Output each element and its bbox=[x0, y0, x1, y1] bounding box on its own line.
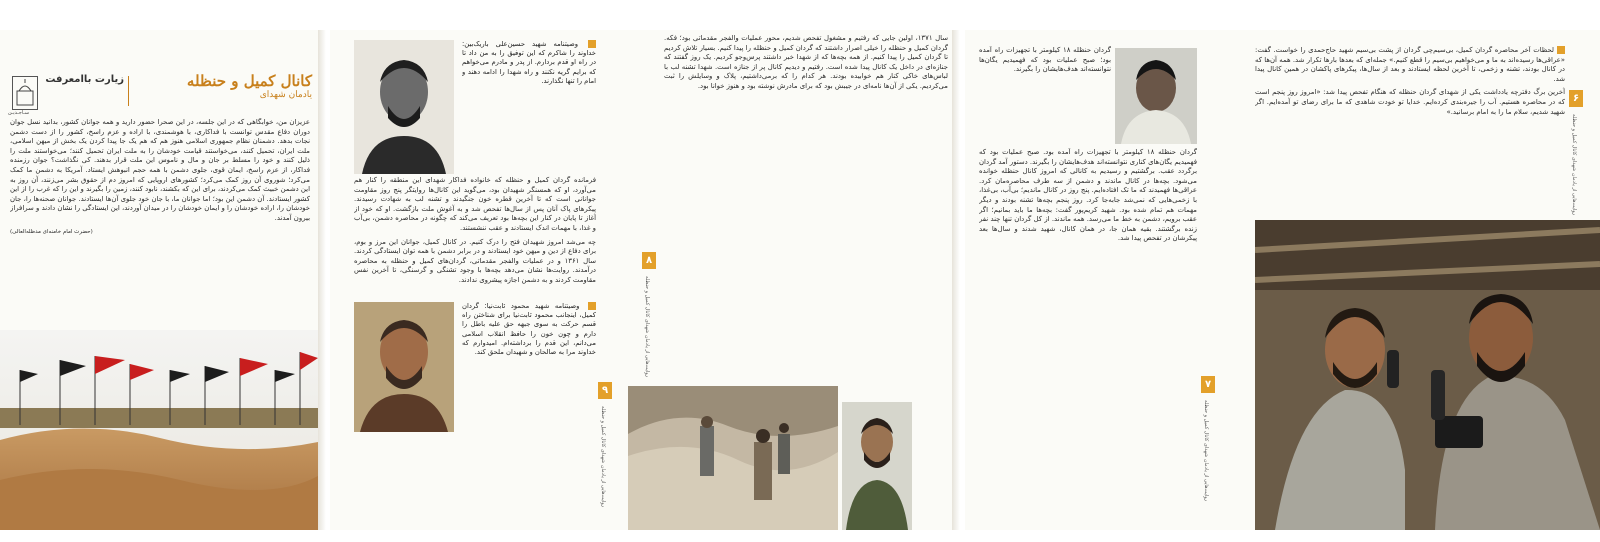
right-mid-body-top: گردان حنظله ۱۸ کیلومتر با تجهیزات راه آمده بود؛ صبح عملیات بود که فهمیدیم یگان‌ها نتوانسته‌اند هدف‌هایشان را بگیرند. bbox=[979, 46, 1111, 74]
middle-page bbox=[330, 30, 952, 530]
page-number-9: ۹ bbox=[598, 382, 612, 399]
page-fold-mid bbox=[952, 30, 960, 530]
paragraph-marker-icon bbox=[1557, 46, 1565, 54]
title-divider bbox=[128, 76, 129, 106]
quote-body: عزیزان من، خوابگاهی که در این جلسه، در این صحرا حضور دارید و همه جوانان کشور، بدانید نسل جوان دوران دفاع مقدس توانست با فداکاری، با هوشمندی، با اراده و عزم راسخ، کشور را از دست دشمن نجات بدهد. دشمنان نظام جمهوری اسلامی هنوز هم که هم یک جا پیدا کردن یک بخش از میهن اسلامی، ملت ایران، تحمیل کنند، می‌خواستند قیامت خودشان را به ملت ایران تحمیل کنند؛ می‌خواستند ملت را ذلیل کنند و خود را مسلط بر جان و مال و ناموس این ملت قرار بدهند. کی نگذاشت؟ جوان رزمنده فداکار، از عزم راسخ، ایمان قوی، جلوی دشمن با همه حجم انبوهش ایستاد. آمریکا به دشمن ما کمک می‌کرد؛ شوروی آن روز کمک می‌کرد؛ کشورهای اروپایی که امروز دم از حقوق بشر می‌زنند، آن روز به این دشمن خبیث کمک می‌کردند، برای این که بکشند، نابود کنند، زمین را بگیرند و این را که غرب را از این کشور ایستادند. آن دشمن این بود؛ اما جوانان ما، با جان خود جلوی آن‌ها ایستادند. جوانان صحنه‌ها را، جان خودشان را، اراده خودشان را و ایمان خودشان را در میدان آوردند، این ایستادگی را نشان دادند و سرافراز بیرون آمدند. bbox=[10, 118, 310, 222]
portrait-uniform bbox=[842, 402, 912, 530]
logo-emblem bbox=[12, 76, 38, 110]
running-header-8: روایت‌هایی از یادمان شهدای کانال کمیل و حنظله bbox=[644, 276, 650, 378]
running-header-9: روایت‌هایی از یادمان شهدای کانال کمیل و حنظله bbox=[600, 406, 606, 508]
photo-excavation bbox=[628, 386, 838, 530]
page-number-6: ۶ bbox=[1569, 90, 1583, 107]
caption-will-sabetnia: وصیتنامه شهید محمود ثابت‌نیا: گردان کمیل، اینجانب محمود ثابت‌نیا برای شناختن راه قسم حرکت به سوی جبهه حق علیه باطل را دارم و چون خون را حافظ انقلاب اسلامی می‌دانم، این قدم را برداشته‌ام. امیدوارم که خداوند مرا به صالحان و شهیدان ملحق کند. bbox=[462, 302, 596, 357]
middle-right-body: فرمانده گردان کمیل و حنظله که خانواده فداکار شهدای این منطقه را کنار هم می‌آورد، او که همسنگر شهیدان بود، می‌گوید این کانال‌ها روایتگر پنج روز مقاومت جوانانی است که تا آخرین قطره خون جنگیدند و تشنه لب به شهادت رسیدند. پیکرهای پاک آنان پس از سال‌ها تفحص شد و به آغوش ملت بازگشت. او که خود از آغاز تا پایان در کنار این بچه‌ها بود تعریف می‌کند که چگونه در محاصره دشمن، بی‌آب و غذا، با مهمات اندک ایستادند و عقب ننشستند. bbox=[354, 176, 596, 232]
right-far-body-2: آخرین برگ دفترچه یادداشت یکی از شهدای گردان حنظله که هنگام تفحص پیدا شد: «امروز روز پنجم است که در محاصره هستیم. آب را جیره‌بندی کرده‌ایم. خدایا تو خودت شاهدی که ما برای رضای تو آمده‌ایم. اگر شهید شدیم، سلام ما را به امام برسانید.» bbox=[1255, 88, 1565, 116]
right-page bbox=[965, 30, 1600, 530]
portrait-barikbin bbox=[354, 40, 454, 174]
page-title: کانال کمیل و حنظله bbox=[186, 72, 312, 90]
page-number-8: ۸ bbox=[642, 252, 656, 269]
quote-attribution: (حضرت امام خامنه‌ای مدظله‌العالی) bbox=[10, 228, 93, 235]
section-name: زیارت باامعرفت bbox=[45, 74, 124, 85]
running-header-7: روایت‌هایی از یادمان شهدای کانال کمیل و حنظله bbox=[1203, 400, 1209, 502]
left-page bbox=[0, 30, 318, 530]
logo-text: سـاجـدیـن bbox=[8, 110, 30, 116]
caption-marker-icon-2 bbox=[588, 302, 596, 310]
middle-right-body-2: چه می‌شد امروز شهیدان فتح را درک کنیم. در کانال کمیل، جوانان این مرز و بوم، برای دفاع از دین و میهن خود ایستادند و در برابر دشمن با همه توان ایستادگی کردند. سال ۱۳۶۱ و در عملیات والفجر مقدماتی، گردان‌های کمیل و حنظله به محاصره درآمدند. روایت‌ها نشان می‌دهد بچه‌ها با وجود تشنگی و گرسنگی، تا آخرین نفس مقاومت کردند و به دشمن اجازه پیشروی ندادند. bbox=[354, 237, 596, 284]
caption-will-barikbin: وصیتنامه شهید حسین‌علی باریک‌بین: خداوند را شاکرم که این توفیق را به من داد تا در راه او قدم بردارم. از پدر و مادرم می‌خواهم که برایم گریه نکنند و راه شهدا را ادامه دهند و امام را تنها نگذارند. bbox=[462, 40, 596, 85]
running-header-6: روایت‌هایی از یادمان شهدای کانال کمیل و حنظله bbox=[1571, 114, 1577, 216]
portrait-sabetnia bbox=[354, 302, 454, 432]
right-far-body: لحظات آخر محاصره گردان کمیل، بی‌سیم‌چی گردان از پشت بی‌سیم شهید حاج‌حمدی را خواست. گفت: «عراقی‌ها رسیده‌اند به ما و می‌خواهیم بی‌سیم را قطع کنیم.» جمله‌ای که بعدها بارها تکرار شد. همه آن‌ها که در کانال بودند، تشنه و زخمی، تا آخرین لحظه ایستادند و بعد از سال‌ها، پیکرهای پاکشان در همین کانال پیدا شد. bbox=[1255, 46, 1565, 83]
photo-radio-operators bbox=[1255, 220, 1600, 530]
page-number-7: ۷ bbox=[1201, 376, 1215, 393]
mosque-logo-icon bbox=[13, 77, 37, 109]
photo-memorial-flags bbox=[0, 330, 318, 530]
middle-left-body: سال ۱۳۷۱، اولین جایی که رفتیم و مشغول تفحص شدیم، محور عملیات والفجر مقدماتی بود؛ فکه. گردان کمیل و حنظله را خیلی اصرار داشتند که گردان کمیل و حنظله را پیدا کنیم. بسیار تلاش کردیم تا گردان کمیل را پیدا کنیم. از همه بچه‌ها که از شهدا خبر داشتند پرس‌وجو کردیم. یک روز گفتند که جنازه‌ای در داخل یک کانال پیدا شده است. رفتیم و دیدیم کانال پر از جنازه است. شهدا تشنه لب با لباس‌های خاکی کنار هم خوابیده بودند. هر کدام را که برمی‌داشتیم، پلاک و وسایلش را ثبت می‌کردیم. یکی از آن‌ها نامه‌ای در جیبش بود که برای مادرش نوشته بود و هنوز خوانا بود. bbox=[664, 34, 948, 90]
page-subtitle: یادمان شهدای bbox=[259, 90, 312, 100]
page-fold-left bbox=[318, 30, 326, 530]
caption-marker-icon bbox=[588, 40, 596, 48]
right-mid-body: گردان حنظله ۱۸ کیلومتر با تجهیزات راه آمده بود. صبح عملیات بود که فهمیدیم یگان‌های کناری نتوانسته‌اند هدف‌هایشان را بگیرند. دستور آمد گردان برگردد عقب. برگشتیم و رسیدیم به کانالی که امروز کانال حنظله خوانده می‌شود. بچه‌ها در کانال ماندند و دشمن از سه طرف محاصره‌مان کرد. عراقی‌ها فهمیدند که ما تک افتاده‌ایم. پنج روز در کانال ماندیم؛ بی‌آب، بی‌غذا، با زخمی‌هایی که نمی‌شد جابه‌جا کرد. روز پنجم بچه‌ها تشنه بودند و دیگر مهمات هم تمام شده بود. شهید کریم‌پور گفت: بچه‌ها ما باید بمانیم؛ اگر عقب برویم، دشمن به خط ما می‌رسد. همه ماندند. از کل گردان تنها چند نفر زنده برگشتند. بقیه همان جا، در همان کانال، شهید شدند و سال‌ها بعد پیکرشان در تفحص پیدا شد. bbox=[979, 148, 1197, 243]
portrait-young-martyr bbox=[1115, 48, 1197, 144]
